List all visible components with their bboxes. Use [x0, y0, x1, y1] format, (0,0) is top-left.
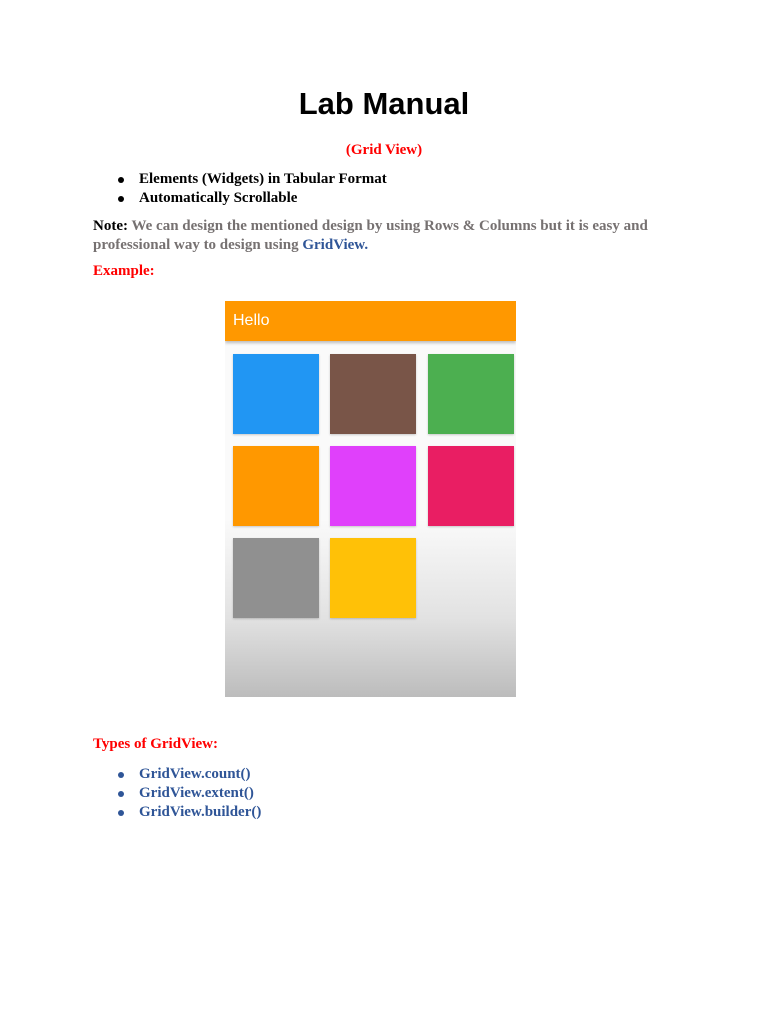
example-app-screenshot: [225, 301, 516, 697]
bullet-icon: [118, 810, 124, 816]
grid-tile: [330, 538, 416, 618]
note-paragraph: [93, 217, 683, 255]
bullet-icon: [118, 772, 124, 778]
bullet-icon: [118, 177, 124, 183]
feature-text: Elements (Widgets) in Tabular Format: [139, 171, 387, 187]
grid-tile: [233, 354, 319, 434]
page-title: Lab Manual: [298, 86, 470, 121]
app-bar: [225, 301, 516, 341]
type-text: GridView.count(): [139, 766, 251, 782]
list-item: [93, 170, 387, 189]
types-label: Types of GridView:: [93, 736, 218, 752]
feature-text: Automatically Scrollable: [139, 190, 298, 206]
note-text: We can design the mentioned design by using Rows & Columns but it is easy and professional way to design using: [93, 218, 648, 253]
type-text: GridView.builder(): [139, 804, 262, 820]
note-highlight: GridView: [302, 237, 365, 253]
grid-tile: [428, 354, 514, 434]
list-item: [93, 784, 261, 803]
types-list: [93, 765, 261, 822]
note-label: Note:: [93, 218, 128, 234]
features-list: [93, 170, 387, 208]
type-text: GridView.extent(): [139, 785, 254, 801]
app-bar-title: Hello: [233, 312, 270, 329]
grid-tile: [330, 354, 416, 434]
grid-tile: [428, 446, 514, 526]
list-item: [93, 189, 387, 208]
list-item: [93, 803, 261, 822]
grid-tile: [233, 446, 319, 526]
note-end: .: [364, 237, 369, 253]
bullet-icon: [118, 791, 124, 797]
example-label: Example:: [93, 263, 155, 279]
page-subtitle: (Grid View): [345, 142, 423, 158]
bullet-icon: [118, 196, 124, 202]
list-item: [93, 765, 261, 784]
grid-tile: [330, 446, 416, 526]
grid-tile: [233, 538, 319, 618]
